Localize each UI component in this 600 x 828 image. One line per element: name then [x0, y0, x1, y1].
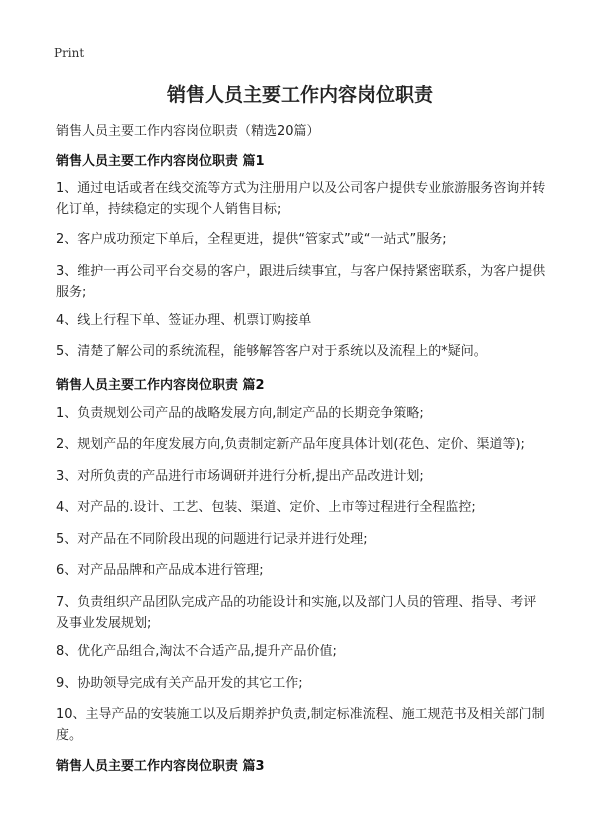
list-item: 4、对产品的.设计、工艺、包装、渠道、定价、上市等过程进行全程监控;: [56, 500, 476, 515]
list-item: 5、对产品在不同阶段出现的问题进行记录并进行处理;: [56, 532, 368, 547]
document-subtitle: 销售人员主要工作内容岗位职责（精选20篇）: [56, 124, 320, 139]
section-heading: 销售人员主要工作内容岗位职责 篇3: [56, 759, 265, 774]
print-label: Print: [54, 46, 85, 60]
section-heading: 销售人员主要工作内容岗位职责 篇1: [56, 154, 265, 169]
list-item: 8、优化产品组合,淘汰不合适产品,提升产品价值;: [56, 644, 337, 659]
section-heading: 销售人员主要工作内容岗位职责 篇2: [56, 378, 265, 393]
list-item: 3、对所负责的产品进行市场调研并进行分析,提出产品改进计划;: [56, 469, 424, 484]
list-item: 4、线上行程下单、签证办理、机票订购接单: [56, 313, 312, 328]
list-item: 2、规划产品的年度发展方向,负责制定新产品年度具体计划(花色、定价、渠道等);: [56, 437, 525, 452]
list-item: 9、协助领导完成有关产品开发的其它工作;: [56, 676, 303, 691]
list-item: 5、清楚了解公司的系统流程，能够解答客户对于系统以及流程上的*疑问。: [56, 344, 487, 359]
list-item: 7、负责组织产品团队完成产品的功能设计和实施,以及部门人员的管理、指导、考评及事业发展规划;: [56, 595, 537, 631]
list-item: 1、负责规划公司产品的战略发展方向,制定产品的长期竞争策略;: [56, 406, 424, 421]
list-item: 6、对产品品牌和产品成本进行管理;: [56, 563, 264, 578]
document-title: 销售人员主要工作内容岗位职责: [166, 84, 433, 106]
list-item: 10、主导产品的安装施工以及后期养护负责,制定标准流程、施工规范书及相关部门制度。: [56, 707, 545, 743]
list-item: 3、维护一再公司平台交易的客户，跟进后续事宜，与客户保持紧密联系，为客户提供服务;: [56, 264, 546, 300]
list-item: 2、客户成功预定下单后，全程更进，提供“管家式”或“一站式”服务;: [56, 232, 447, 247]
list-item: 1、通过电话或者在线交流等方式为注册用户以及公司客户提供专业旅游服务咨询并转化订单，持续稳定的实现个人销售目标;: [56, 181, 546, 217]
